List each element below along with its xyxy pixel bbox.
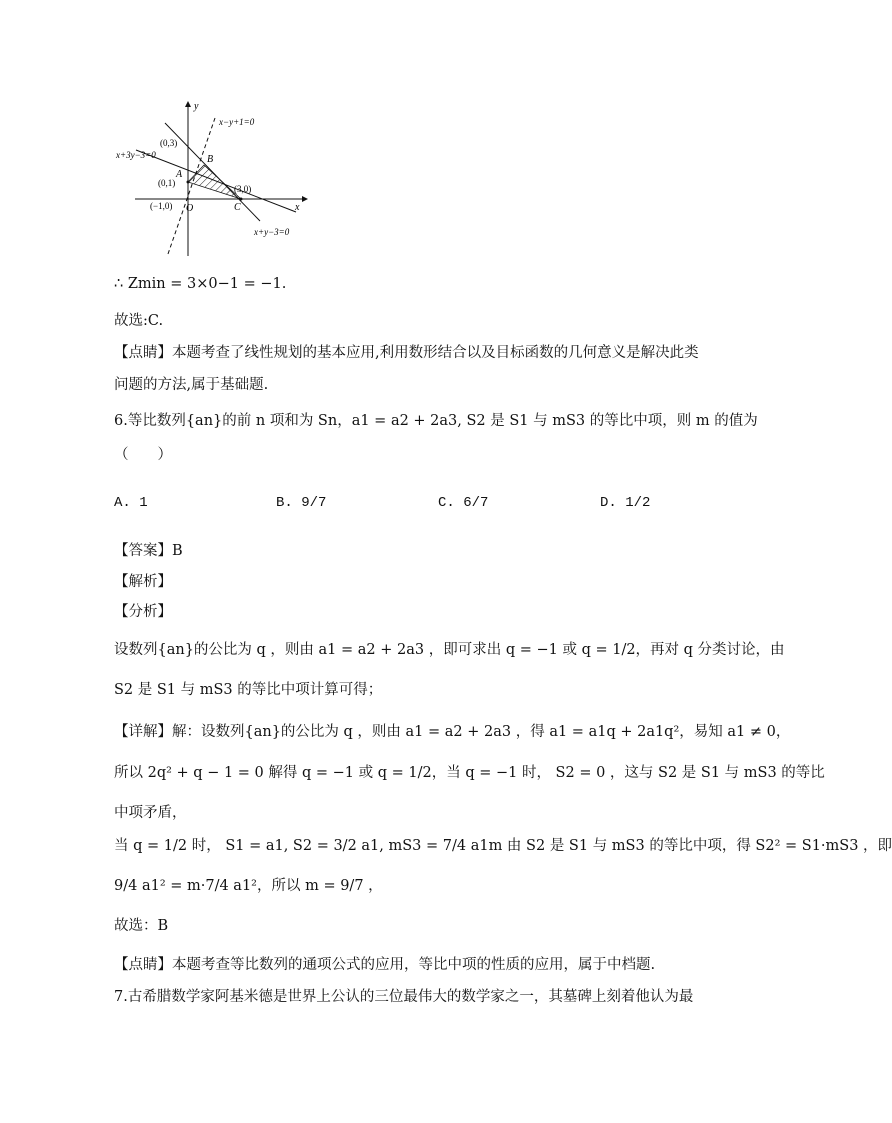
jiexi-heading: 【解析】: [114, 574, 172, 590]
q6-option-c: C. 6/7: [438, 495, 489, 511]
choice-6: 故选：B: [114, 918, 169, 934]
q6-option-b: B. 9/7: [276, 495, 327, 511]
fenxi-heading: 【分析】: [114, 604, 172, 620]
point-c: [240, 198, 243, 201]
detail-line-2: 所以 2q² + q − 1 = 0 解得 q = −1 或 q = 1/2，当 q = −1 时， S2 = 0 ，这与 S2 是 S1 与 mS3 的等比: [114, 765, 825, 781]
answer: 【答案】B: [114, 543, 183, 559]
label-x-plus-3y-minus-3: x+3y−3=0: [116, 150, 156, 160]
detail-line-5: 9/4 a1² = m·7/4 a1²，所以 m = 9/7 ，: [114, 878, 383, 894]
analysis-line-2: S2 是 S1 与 mS3 的等比中项计算可得；: [114, 682, 383, 698]
label-point-c: C: [234, 202, 241, 213]
label-point-b: B: [207, 154, 214, 165]
linear-programming-figure: [110, 98, 310, 258]
comment-5-line-2: 问题的方法,属于基础题.: [114, 377, 269, 393]
origin-label: O: [186, 203, 194, 214]
label-x-minus-y-plus-1: x−y+1=0: [219, 117, 255, 127]
comment-6: 【点睛】本题考查等比数列的通项公式的应用，等比中项的性质的应用，属于中档题.: [114, 957, 656, 973]
label-point-0-3: (0,3): [160, 138, 178, 148]
label-x-plus-y-minus-3: x+y−3=0: [254, 227, 290, 237]
detail-line-3: 中项矛盾，: [114, 805, 187, 821]
axis-label-x: x: [295, 202, 300, 213]
label-point-3-0: (3,0): [234, 184, 252, 194]
detail-line-4: 当 q = 1/2 时， S1 = a1, S2 = 3/2 a1, mS3 = 7/4 a1m 由 S2 是 S1 与 mS3 的等比中项，得 S2² = S1·mS3 ，即: [114, 838, 892, 854]
axis-label-y: y: [194, 101, 199, 112]
detail-line-1: 【详解】解：设数列{an}的公比为 q ，则由 a1 = a2 + 2a3 ，得 a1 = a1q + 2a1q²，易知 a1 ≠ 0，: [114, 724, 791, 740]
choice-5: 故选:C.: [114, 313, 164, 329]
q7-line-1: 7.古希腊数学家阿基米德是世界上公认的三位最伟大的数学家之一，其墓碑上刻着他认为最: [114, 989, 694, 1005]
q6-option-a: A. 1: [114, 495, 148, 511]
label-point-minus1-0: (−1,0): [150, 201, 173, 211]
q6-stem-line-1: 6.等比数列{an}的前 n 项和为 Sn，a1 = a2 + 2a3, S2 是 S1 与 mS3 的等比中项，则 m 的值为: [114, 413, 758, 429]
zmin-line: ∴ Zmin = 3×0−1 = −1.: [114, 276, 287, 292]
q6-option-d: D. 1/2: [600, 495, 651, 511]
comment-5-line-1: 【点睛】本题考查了线性规划的基本应用,利用数形结合以及目标函数的几何意义是解决此类: [114, 345, 699, 361]
y-axis-arrow-icon: [185, 101, 191, 107]
q6-stem-line-2: （ ）: [114, 447, 172, 463]
x-axis-arrow-icon: [302, 196, 308, 202]
label-point-0-1: (0,1): [158, 178, 176, 188]
point-a: [187, 181, 190, 184]
label-point-a: A: [176, 169, 183, 180]
analysis-line-1: 设数列{an}的公比为 q ，则由 a1 = a2 + 2a3 ，即可求出 q = −1 或 q = 1/2，再对 q 分类讨论，由: [114, 642, 785, 658]
